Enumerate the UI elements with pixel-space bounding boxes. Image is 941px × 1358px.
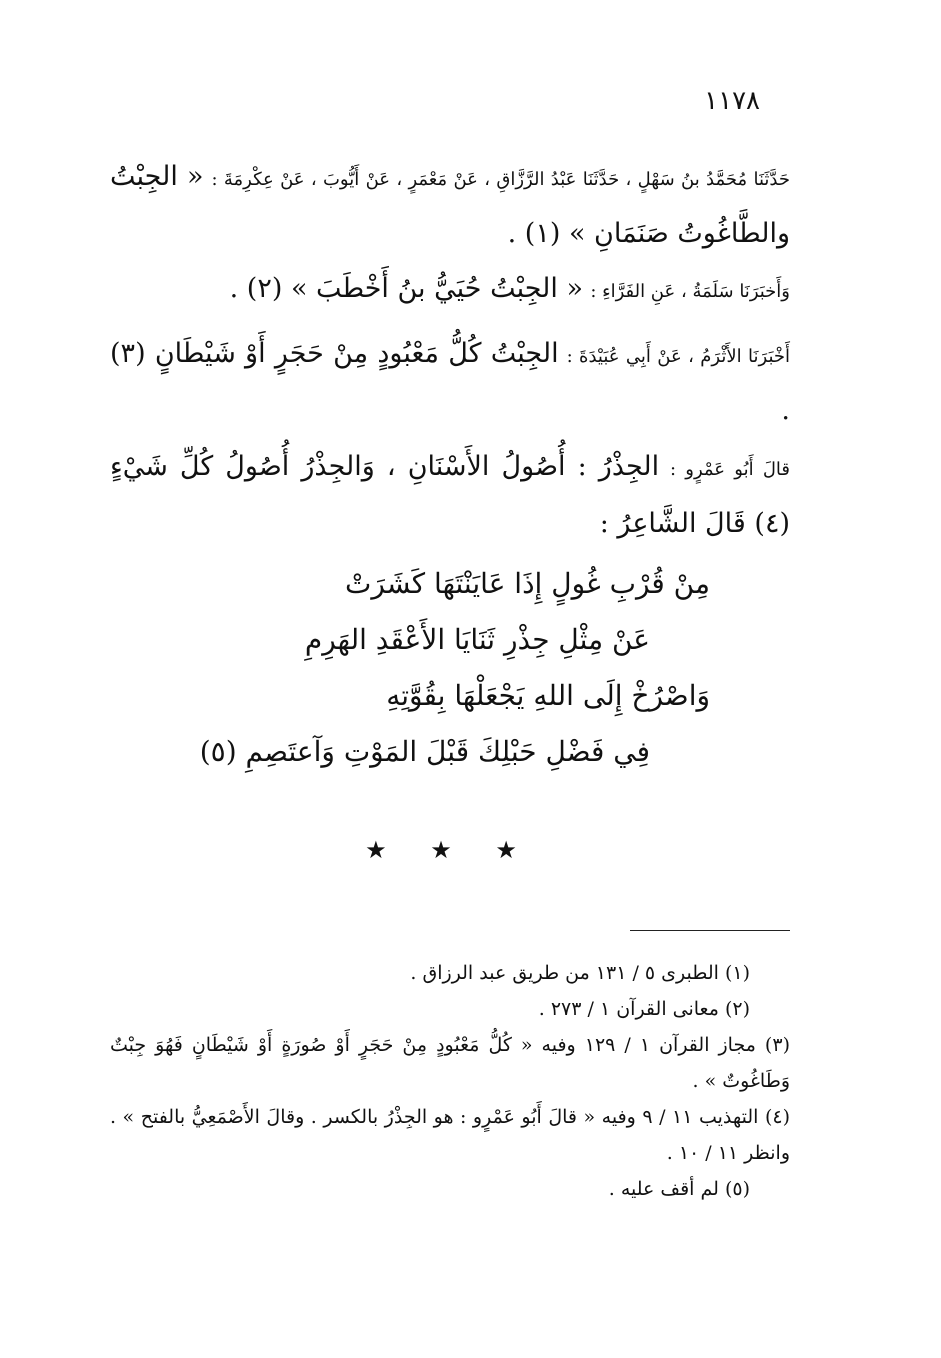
footnote-2: (٢) معانى القرآن ١ / ٢٧٣ . [538,998,750,1020]
paragraph-1-text: « الجِبْتُ والطَّاغُوتُ صَنَمَانِ » (١) . [110,161,790,249]
footnote-5: (٥) لم أقف عليه . [608,1178,750,1200]
paragraph-3 [110,327,790,439]
footnote-3: (٣) مجاز القرآن ١ / ١٢٩ وفيه « كُلُّ مَعْبُودٍ مِنْ حَجَرٍ أَوْ صُورَةٍ أَوْ شَيْطَانٍ فَهُوَ جِبْتٌ وَطَاغُوتٌ » . [110,1034,790,1092]
paragraph-2 [110,262,790,319]
paragraph-1-chain: حَدَّثَنَا مُحَمَّدُ بنُ سَهْلٍ ، حَدَّثَنَا عَبْدُ الرَّزَّاقِ ، عَنْ مَعْمَرٍ ، عَنْ أَيُّوبَ ، عَنْ عِكْرِمَةَ : [211,169,790,190]
page [110,0,790,1358]
paragraph-3-chain: أَخْبَرَنَا الأَثْرَمُ ، عَنْ أَبِي عُبَيْدَةَ : [566,346,791,367]
paragraph-1 [110,150,790,262]
paragraph-2-chain: وَأَخبَرَنَا سَلَمَةُ ، عَنِ الفَرَّاءِ : [590,281,790,302]
poem-line-4: فِي فَضْلِ حَبْلِكَ قَبْلَ المَوْتِ وَآعتَصِمِ (٥) [199,735,650,768]
paragraph-4 [110,440,790,552]
poem [199,556,710,780]
paragraph-3-text: الجِبْتُ كُلُّ مَعْبُودٍ مِنْ حَجَرٍ أَوْ شَيْطَانٍ (٣) . [110,338,790,426]
paragraph-2-text: « الجِبْتُ حُيَيُّ بنُ أَخْطَبَ » (٢) . [229,273,583,304]
footnote-1: (١) الطبرى ٥ / ١٣١ من طريق عبد الرزاق . [410,962,750,984]
section-divider-stars: ★ ★ ★ [365,836,535,864]
footnote-rule [630,930,790,931]
poem-line-3: وَاصْرُخْ إِلَى اللهِ يَجْعَلْهَا بِقُوَّتِهِ [386,679,710,712]
poem-line-1: مِنْ قُرْبِ غُولٍ إِذَا عَايَنْتَهَا كَشَرَتْ [345,567,710,600]
paragraph-4-text: الجِذْرُ : أُصُولُ الأَسْنَانِ ، وَالجِذْرُ أُصُولُ كُلِّ شَيْءٍ (٤) قَالَ الشَّاعِرُ : [110,451,790,539]
footnote-4: (٤) التهذيب ١١ / ٩ وفيه « قالَ أَبُو عَمْرٍو : هو الجِذْرُ بالكسر . وقالَ الأَصْمَعِيُّ بالفتح » . وانظر ١١ / ١٠ . [110,1106,790,1164]
page-number: ١١٧٨ [704,86,760,116]
poem-line-2: عَنْ مِثْلِ جِذْرِ ثَنَايَا الأَعْقَدِ الهَرِمِ [304,623,650,656]
paragraph-4-chain: قالَ أَبُو عَمْرٍو : [669,459,790,480]
footnotes [110,955,790,1207]
